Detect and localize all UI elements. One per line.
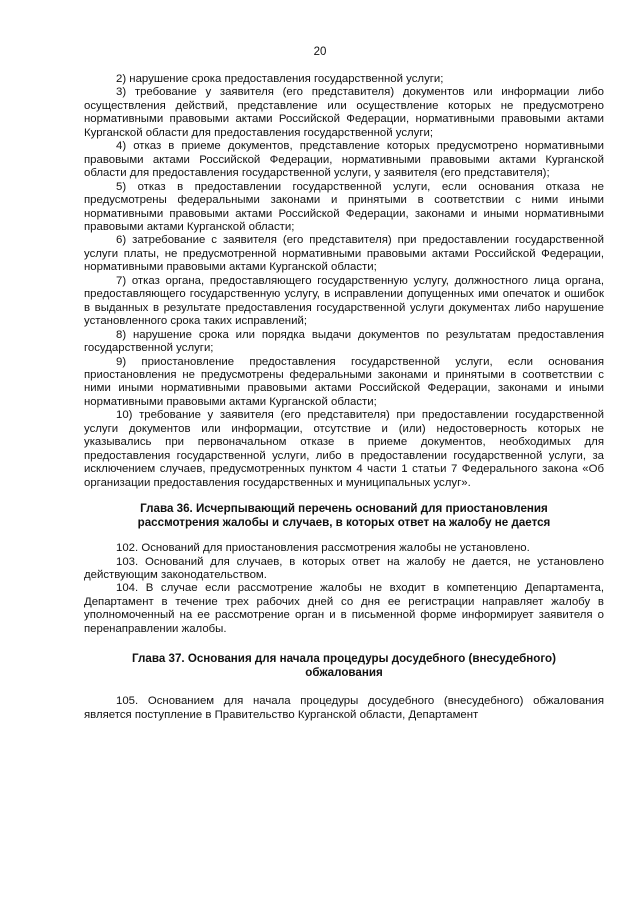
document-body bbox=[84, 73, 604, 722]
chapter-37-title-line-2: обжалования bbox=[305, 666, 383, 680]
list-item-8: 8) нарушение срока или порядка выдачи документов по результатам предоставления государственной услуги; bbox=[84, 328, 604, 355]
list-item-7: 7) отказ органа, предоставляющего государственную услугу, должностного лица органа, предоставляющего государственную услугу, в исправлении допущенных ими опечаток и ошибок в выданных в результате предоставления государственной услуги документах либо нарушение установленного срока таких исправлений; bbox=[84, 274, 604, 328]
clause-104: 104. В случае если рассмотрение жалобы не входит в компетенцию Департамента, Департамент в течение трех рабочих дней со дня ее регистрации направляет жалобу в уполномоченный на ее рассмотрение орган и в письменной форме информирует заявителя о перенаправлении жалобы. bbox=[84, 582, 604, 635]
chapter-36-heading bbox=[84, 502, 604, 530]
list-item-5: 5) отказ в предоставлении государственной услуги, если основания отказа не предусмотрены федеральными законами и принятыми в соответствии с ними иными нормативными правовыми актами Российской Федерации, законами и иными нормативными правовыми актами Курганской области; bbox=[84, 180, 604, 233]
chapter-37-heading bbox=[84, 652, 604, 680]
clause-103: 103. Оснований для случаев, в которых ответ на жалобу не дается, не установлено действующим законодательством. bbox=[84, 555, 604, 581]
page-number: 20 bbox=[313, 46, 327, 58]
clause-102: 102. Оснований для приостановления рассмотрения жалобы не установлено. bbox=[116, 542, 530, 555]
list-item-6: 6) затребование с заявителя (его представителя) при предоставлении государственной услуги платы, не предусмотренной нормативными правовыми актами Российской Федерации, нормативными правовыми актами Курганской области; bbox=[84, 234, 604, 274]
list-item-3: 3) требование у заявителя (его представителя) документов или информации либо осуществления действий, представление или осуществление которых не предусмотрено нормативными правовыми актами Российской Федерации, нормативными правовыми актами Курганской области для предоставления государственной услуги; bbox=[84, 86, 604, 139]
list-item-9: 9) приостановление предоставления государственной услуги, если основания приостановления не предусмотрены федеральными законами и принятыми в соответствии с ними иными нормативными правовыми актами Российской Федерации, законами и иными нормативными правовыми актами Курганской области; bbox=[84, 355, 604, 408]
clause-105: 105. Основанием для начала процедуры досудебного (внесудебного) обжалования является поступление в Правительство Курганской области, Департамент bbox=[84, 695, 604, 721]
list-item-2: 2) нарушение срока предоставления государственной услуги; bbox=[116, 73, 444, 85]
list-item-10: 10) требование у заявителя (его представителя) при предоставлении государственной услуги документов или информации, отсутствие и (или) недостоверность которых не указывались при первоначальном отказе в приеме документов, необходимых для предоставления государственной услуги, либо в предоставлении государственной услуги, за исключением случаев, предусмотренных пунктом 4 части 1 статьи 7 Федерального закона «Об организации предоставления государственных и муниципальных услуг». bbox=[84, 409, 604, 489]
chapter-36-title-line-1: Глава 36. Исчерпывающий перечень оснований для приостановления bbox=[140, 502, 548, 516]
chapter-36-title-line-2: рассмотрения жалобы и случаев, в которых ответ на жалобу не дается bbox=[137, 516, 551, 530]
chapter-37-title-line-1: Глава 37. Основания для начала процедуры досудебного (внесудебного) bbox=[132, 652, 556, 666]
list-item-4: 4) отказ в приеме документов, представление которых предусмотрено нормативными правовыми актами Российской Федерации, нормативными правовыми актами Курганской области для предоставления государственной услуги, у заявителя (его представителя); bbox=[84, 140, 604, 180]
